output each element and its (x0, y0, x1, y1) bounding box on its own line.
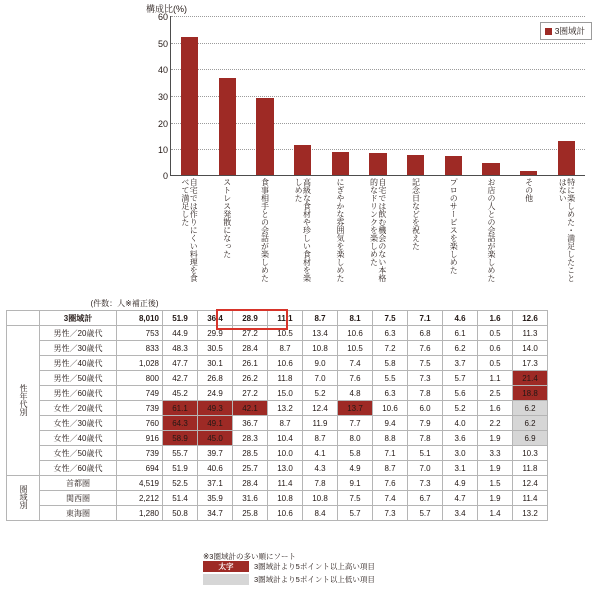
table-cell: 2.2 (478, 416, 513, 431)
table-cell: 28.3 (233, 431, 268, 446)
table-cell: 13.2 (513, 506, 548, 521)
table-cell: 8.7 (268, 416, 303, 431)
table-cell: 49.3 (198, 401, 233, 416)
table-cell: 1.9 (478, 431, 513, 446)
table-cell: 3.6 (443, 431, 478, 446)
table-cell: 1.6 (478, 311, 513, 326)
y-tick-label: 50 (157, 38, 168, 49)
bar-series (171, 16, 585, 175)
table-cell: 13.2 (268, 401, 303, 416)
table-cell: 34.7 (198, 506, 233, 521)
bar (407, 155, 424, 175)
bar (558, 141, 575, 175)
table-cell: 35.9 (198, 491, 233, 506)
row-group-label: 性年代別 (7, 326, 40, 476)
table-cell: 3.0 (443, 446, 478, 461)
table-cell: 2.5 (478, 386, 513, 401)
table-cell: 4.3 (303, 461, 338, 476)
table-cell: 15.0 (268, 386, 303, 401)
table-cell: 21.4 (513, 371, 548, 386)
table-cell: 40.6 (198, 461, 233, 476)
table-cell: 7.8 (408, 386, 443, 401)
table-cell: 10.3 (513, 446, 548, 461)
table-cell: 51.4 (163, 491, 198, 506)
table-cell: 6.1 (443, 326, 478, 341)
table-cell: 9.0 (303, 356, 338, 371)
row-label: 男性／50歳代 (40, 371, 117, 386)
table-cell: 10.8 (303, 341, 338, 356)
table-cell: 29.9 (198, 326, 233, 341)
table-cell: 12.4 (513, 476, 548, 491)
table-cell: 30.1 (198, 356, 233, 371)
row-label: 首都圏 (40, 476, 117, 491)
row-count: 739 (117, 401, 163, 416)
bar (482, 163, 499, 175)
bar-cell (397, 16, 435, 175)
table-cell: 10.8 (303, 491, 338, 506)
table-cell: 10.6 (268, 506, 303, 521)
row-label: 関西圏 (40, 491, 117, 506)
bar (369, 153, 386, 175)
table-cell: 4.9 (443, 476, 478, 491)
x-axis-label: 自宅では作りにくい料理を食べて満足した (180, 178, 199, 282)
table-cell: 28.4 (233, 476, 268, 491)
table-cell: 50.8 (163, 506, 198, 521)
x-axis-label: にぎやかな雰囲気を楽しめた (336, 178, 345, 282)
column-header (408, 296, 443, 311)
table-cell: 26.1 (233, 356, 268, 371)
table-cell: 6.3 (373, 326, 408, 341)
table-cell: 13.4 (303, 326, 338, 341)
table-cell: 27.2 (233, 386, 268, 401)
table-cell: 7.1 (408, 311, 443, 326)
legend-label: 3圏域計 (554, 26, 585, 36)
row-count: 2,212 (117, 491, 163, 506)
legend-key (203, 561, 375, 587)
table-cell: 47.7 (163, 356, 198, 371)
table-cell: 7.8 (408, 431, 443, 446)
row-count: 8,010 (117, 311, 163, 326)
column-header (513, 296, 548, 311)
table-cell: 4.6 (443, 311, 478, 326)
key-label-high: 3圏域計より5ポイント以上高い項目 (254, 562, 375, 571)
table-cell: 5.7 (408, 506, 443, 521)
table-cell: 7.0 (303, 371, 338, 386)
table-cell: 48.3 (163, 341, 198, 356)
table-cell: 44.9 (163, 326, 198, 341)
table-cell: 7.3 (408, 371, 443, 386)
table-cell: 10.4 (268, 431, 303, 446)
table-cell: 8.0 (338, 431, 373, 446)
table-cell: 7.7 (338, 416, 373, 431)
table-row (7, 476, 548, 491)
table-cell: 3.7 (443, 356, 478, 371)
bar (256, 98, 273, 175)
bar (520, 171, 537, 175)
table-cell: 5.6 (443, 386, 478, 401)
table-cell: 52.5 (163, 476, 198, 491)
column-header (338, 296, 373, 311)
row-label: 女性／30歳代 (40, 416, 117, 431)
table-cell: 7.9 (408, 416, 443, 431)
row-label: 女性／50歳代 (40, 446, 117, 461)
bar-cell (284, 16, 322, 175)
row-count: 833 (117, 341, 163, 356)
table-cell: 0.5 (478, 356, 513, 371)
table-cell: 5.5 (373, 371, 408, 386)
table-cell: 1.9 (478, 491, 513, 506)
table-cell: 26.8 (198, 371, 233, 386)
table-cell: 6.8 (408, 326, 443, 341)
table-cell: 7.6 (408, 341, 443, 356)
table-cell: 12.6 (513, 311, 548, 326)
table-cell: 8.1 (338, 311, 373, 326)
table-cell: 8.7 (303, 311, 338, 326)
key-row-high (203, 561, 375, 572)
table-cell: 18.8 (513, 386, 548, 401)
table-cell: 5.2 (303, 386, 338, 401)
table-cell: 10.6 (373, 401, 408, 416)
table-row (7, 431, 548, 446)
bar-cell (472, 16, 510, 175)
table-cell: 1.4 (478, 506, 513, 521)
row-count: 760 (117, 416, 163, 431)
row-label: 男性／30歳代 (40, 341, 117, 356)
table-cell: 6.9 (513, 431, 548, 446)
plot-area (157, 12, 585, 181)
table-cell: 7.1 (373, 446, 408, 461)
table-cell: 4.7 (443, 491, 478, 506)
table-cell: 24.9 (198, 386, 233, 401)
bar (294, 145, 311, 175)
table-cell: 0.6 (478, 341, 513, 356)
x-axis-label: ストレス発散になった (222, 178, 232, 258)
table-cell: 5.8 (338, 446, 373, 461)
column-header (373, 296, 408, 311)
x-axis-label: その他 (524, 178, 534, 202)
table-row (7, 416, 548, 431)
table-cell: 8.7 (303, 431, 338, 446)
table-cell: 11.9 (303, 416, 338, 431)
table-caption: (件数：人※補正後) (7, 296, 163, 311)
table-cell: 7.6 (338, 371, 373, 386)
row-group-label: 圏域別 (7, 476, 40, 521)
y-tick-label: 0 (162, 171, 168, 181)
table-cell: 7.2 (373, 341, 408, 356)
table-cell: 36.7 (233, 416, 268, 431)
table-cell: 1.5 (478, 476, 513, 491)
table-cell: 58.9 (163, 431, 198, 446)
row-count: 916 (117, 431, 163, 446)
column-header (443, 296, 478, 311)
x-axis-label: お店の人との会話が楽しめた (486, 178, 496, 282)
table-cell: 4.8 (338, 386, 373, 401)
table-cell: 6.2 (513, 416, 548, 431)
column-header (478, 296, 513, 311)
bar (219, 78, 236, 175)
table-cell: 8.7 (268, 341, 303, 356)
table-row (7, 356, 548, 371)
table-cell: 11.3 (513, 326, 548, 341)
chart-legend (540, 22, 592, 40)
table-cell: 11.1 (268, 311, 303, 326)
x-axis-label: 食事相手との会話が楽しめた (260, 178, 270, 282)
x-axis-label: 自宅では飲む機会のない本格的なドリンクを楽しめた (369, 178, 387, 282)
table-cell: 13.0 (268, 461, 303, 476)
table-cell: 42.1 (233, 401, 268, 416)
row-count: 749 (117, 386, 163, 401)
table-cell: 7.3 (373, 506, 408, 521)
table-cell: 0.5 (478, 326, 513, 341)
table-cell: 3.1 (443, 461, 478, 476)
x-axis-label: 記念日などを祝えた (411, 178, 421, 250)
sort-note: ※3圏域計の多い順にソート (203, 552, 296, 561)
y-tick-label: 20 (157, 118, 168, 129)
table-cell: 7.5 (408, 356, 443, 371)
table-cell: 45.0 (198, 431, 233, 446)
table-cell: 10.6 (338, 326, 373, 341)
table-cell: 5.1 (408, 446, 443, 461)
table-cell: 3.4 (443, 506, 478, 521)
table-cell: 13.7 (338, 401, 373, 416)
table-cell: 7.6 (373, 476, 408, 491)
table-cell: 10.0 (268, 446, 303, 461)
table-cell: 8.7 (373, 461, 408, 476)
table-cell: 9.1 (338, 476, 373, 491)
bar-cell (246, 16, 284, 175)
table-row (7, 311, 548, 326)
table-cell: 6.2 (443, 341, 478, 356)
table-cell: 11.4 (513, 491, 548, 506)
table-cell: 7.5 (373, 311, 408, 326)
table-cell: 10.5 (268, 326, 303, 341)
table-cell: 9.4 (373, 416, 408, 431)
table-cell: 28.9 (233, 311, 268, 326)
table-row (7, 341, 548, 356)
row-count: 4,519 (117, 476, 163, 491)
table-cell: 36.4 (198, 311, 233, 326)
column-header (268, 296, 303, 311)
table-row (7, 371, 548, 386)
table-cell: 64.3 (163, 416, 198, 431)
table-cell: 37.1 (198, 476, 233, 491)
bar-chart (0, 0, 600, 290)
table-cell: 10.5 (338, 341, 373, 356)
key-label-low: 3圏域計より5ポイント以上低い項目 (254, 575, 375, 584)
row-label: 東海圏 (40, 506, 117, 521)
x-axis-label: 特に楽しめた・満足したことはない (558, 178, 576, 282)
y-tick-label: 30 (157, 92, 168, 102)
row-count: 694 (117, 461, 163, 476)
table-cell: 4.9 (338, 461, 373, 476)
row-count: 800 (117, 371, 163, 386)
table-cell: 8.4 (303, 506, 338, 521)
table-cell: 51.9 (163, 311, 198, 326)
table-cell: 27.2 (233, 326, 268, 341)
key-swatch-high: 太字 (203, 561, 249, 572)
bar (181, 37, 198, 175)
table-cell: 26.2 (233, 371, 268, 386)
table-cell: 42.7 (163, 371, 198, 386)
table-cell: 7.4 (338, 356, 373, 371)
row-label: 女性／40歳代 (40, 431, 117, 446)
row-label: 女性／60歳代 (40, 461, 117, 476)
table-row (7, 506, 548, 521)
bar-cell (434, 16, 472, 175)
key-row-low (203, 574, 375, 585)
table-cell: 7.3 (408, 476, 443, 491)
row-count: 1,028 (117, 356, 163, 371)
table-cell: 51.9 (163, 461, 198, 476)
table-cell: 1.6 (478, 401, 513, 416)
x-axis-labels (170, 178, 585, 286)
table-cell: 1.1 (478, 371, 513, 386)
row-count: 1,280 (117, 506, 163, 521)
bar (332, 152, 349, 175)
bar-cell (359, 16, 397, 175)
table-cell: 7.0 (408, 461, 443, 476)
table-row (7, 401, 548, 416)
table-cell: 5.2 (443, 401, 478, 416)
table-cell: 14.0 (513, 341, 548, 356)
row-label: 女性／20歳代 (40, 401, 117, 416)
y-tick-label: 10 (157, 145, 168, 156)
table-cell: 6.7 (408, 491, 443, 506)
table-cell: 3.3 (478, 446, 513, 461)
table-row (7, 326, 548, 341)
table-row (7, 386, 548, 401)
key-swatch-low (203, 574, 249, 585)
legend-swatch (545, 28, 552, 35)
row-group-label (7, 311, 40, 326)
table-row (7, 491, 548, 506)
row-label: 男性／40歳代 (40, 356, 117, 371)
table-cell: 10.8 (268, 491, 303, 506)
x-axis-label: プロのサービスを楽しめた (449, 178, 459, 274)
bar (445, 156, 462, 175)
table-cell: 6.2 (513, 401, 548, 416)
table-cell: 4.1 (303, 446, 338, 461)
data-table (6, 296, 548, 521)
table-cell: 4.0 (443, 416, 478, 431)
y-axis-title: 構成比(%) (146, 4, 187, 14)
table-cell: 11.8 (513, 461, 548, 476)
table-cell: 28.5 (233, 446, 268, 461)
table-cell: 12.4 (303, 401, 338, 416)
table-cell: 17.3 (513, 356, 548, 371)
column-header (233, 296, 268, 311)
table-header-row (7, 296, 548, 311)
y-tick-label: 40 (157, 65, 168, 76)
table-row (7, 446, 548, 461)
row-count: 753 (117, 326, 163, 341)
bar-cell (322, 16, 360, 175)
column-header (163, 296, 198, 311)
table-cell: 6.3 (373, 386, 408, 401)
table-cell: 61.1 (163, 401, 198, 416)
table-cell: 25.7 (233, 461, 268, 476)
table-cell: 49.1 (198, 416, 233, 431)
table-cell: 1.9 (478, 461, 513, 476)
table-cell: 7.8 (303, 476, 338, 491)
table-cell: 5.7 (443, 371, 478, 386)
x-axis-label: 高級な食材や珍しい食材を楽しめた (294, 178, 312, 282)
table-cell: 45.2 (163, 386, 198, 401)
table-cell: 31.6 (233, 491, 268, 506)
table-row (7, 461, 548, 476)
table-cell: 25.8 (233, 506, 268, 521)
table-cell: 39.7 (198, 446, 233, 461)
table-cell: 28.4 (233, 341, 268, 356)
bar-cell (209, 16, 247, 175)
table-cell: 5.8 (373, 356, 408, 371)
row-count: 739 (117, 446, 163, 461)
row-label: 3圏域計 (40, 311, 117, 326)
table-cell: 8.8 (373, 431, 408, 446)
row-label: 男性／20歳代 (40, 326, 117, 341)
row-label: 男性／60歳代 (40, 386, 117, 401)
table-cell: 30.5 (198, 341, 233, 356)
table-cell: 11.8 (268, 371, 303, 386)
table-cell: 7.4 (373, 491, 408, 506)
column-header (303, 296, 338, 311)
table-cell: 5.7 (338, 506, 373, 521)
bar-cell (171, 16, 209, 175)
table-cell: 55.7 (163, 446, 198, 461)
table-cell: 10.6 (268, 356, 303, 371)
table-cell: 11.4 (268, 476, 303, 491)
table-cell: 7.5 (338, 491, 373, 506)
column-header (198, 296, 233, 311)
table-cell: 6.0 (408, 401, 443, 416)
y-tick-label: 60 (157, 12, 168, 22)
